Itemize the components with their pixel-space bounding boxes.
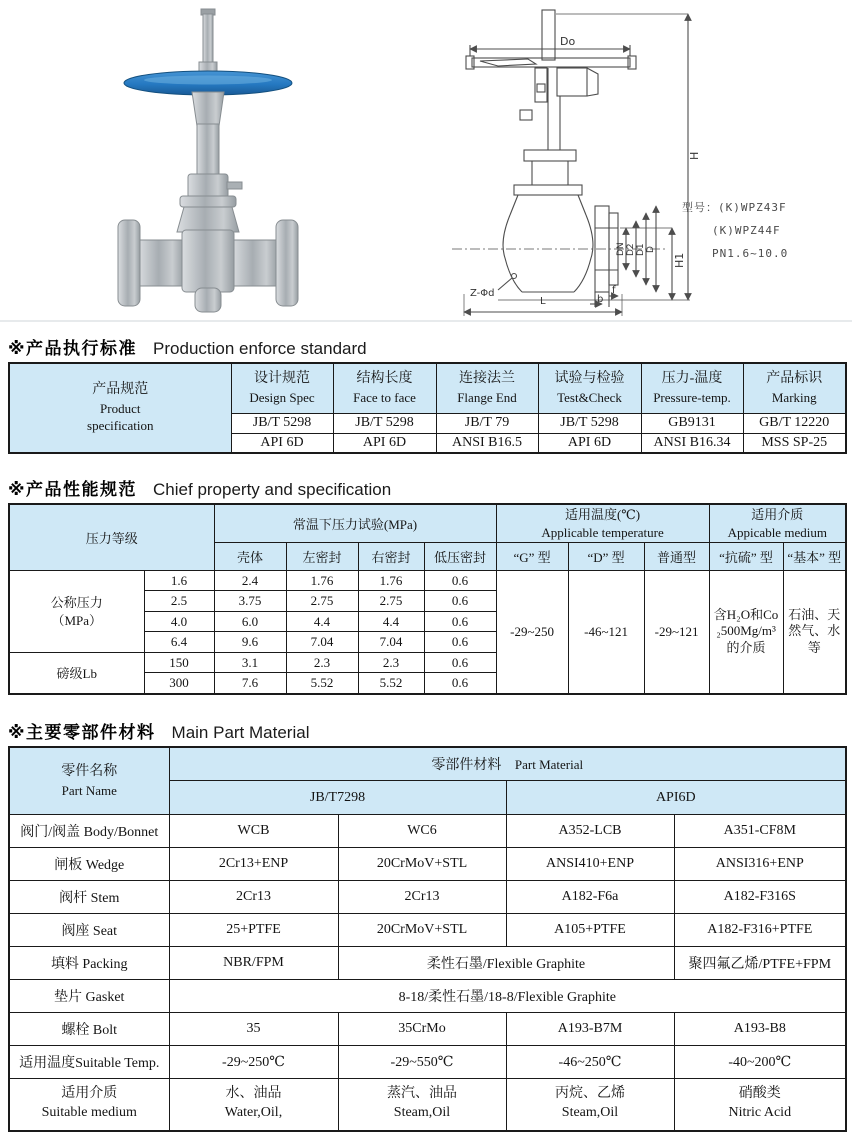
t1-cell: GB9131 [641, 413, 743, 433]
t3-row-label: 阀座 Seat [9, 914, 169, 947]
t2-subcol-header: 壳体 [214, 543, 286, 571]
t2-group1-l1: 公称压力 [50, 595, 103, 611]
t3-material-en: Part Material [514, 756, 584, 772]
t2-temp-header-en: Applicable temperature [541, 524, 664, 540]
t1-col2-en: Flange End [457, 389, 517, 405]
t3-cell-en: Water,Oil, [224, 1105, 283, 1121]
t1-col4-en: Pressure-temp. [653, 389, 731, 405]
t1-col-header [436, 363, 538, 413]
t1-col-header [538, 363, 641, 413]
t2-test-header: 常温下压力试验(MPa) [214, 504, 496, 543]
model-line-1: 型号：(K)WPZ43F [682, 201, 787, 214]
dim-label-b: b [597, 294, 604, 305]
section-heading-properties [8, 475, 852, 497]
t1-cell: API 6D [231, 433, 333, 453]
t3-cell: 聚四氟乙烯/PTFE+FPM [674, 947, 846, 980]
t2-group1-l2: （MPa） [51, 612, 103, 628]
t3-cell-en: Steam,Oil [393, 1105, 451, 1121]
t2-medium-value: 石油、天然气、水等 [783, 571, 846, 694]
t3-cell: ANSI410+ENP [506, 848, 674, 881]
t2-cell: 1.76 [286, 571, 358, 591]
t1-cell: JB/T 5298 [333, 413, 436, 433]
t2-cell: 300 [144, 673, 214, 694]
t2-cell: 150 [144, 653, 214, 673]
t2-cell: 6.4 [144, 632, 214, 653]
t3-cell-zh: 蒸汽、油品 [387, 1086, 457, 1102]
section-heading-standards [8, 334, 852, 356]
t3-cell: WCB [169, 815, 338, 848]
t2-group1-label [9, 571, 144, 653]
t2-subcol-header: “抗硫” 型 [709, 543, 783, 571]
valve-dimension-drawing [440, 2, 705, 320]
t2-cell: 2.5 [144, 591, 214, 612]
t2-cell: 4.4 [286, 612, 358, 632]
t2-subcol-header: 普通型 [644, 543, 709, 571]
dim-label-d1: D1 [636, 243, 646, 256]
t1-cell: GB/T 12220 [743, 413, 846, 433]
t1-row-header-zh: 产品规范 [92, 382, 149, 397]
t1-cell: ANSI B16.34 [641, 433, 743, 453]
t2-cell: 0.6 [424, 673, 496, 694]
t2-cell: 0.6 [424, 591, 496, 612]
t2-cell: 4.4 [358, 612, 424, 632]
dim-label-h1: H1 [673, 252, 686, 268]
t1-col3-zh: 试验与检验 [554, 371, 625, 387]
t2-cell: 5.52 [358, 673, 424, 694]
t1-cell: API 6D [333, 433, 436, 453]
t3-cell: -46~250℃ [506, 1046, 674, 1079]
t1-col0-en: Design Spec [249, 389, 315, 405]
t3-cell: 20CrMoV+STL [338, 848, 506, 881]
t3-cell: 35 [169, 1013, 338, 1046]
t2-subcol-header: “G” 型 [496, 543, 568, 571]
t3-cell: 柔性石墨/Flexible Graphite [338, 947, 674, 980]
t1-col5-zh: 产品标识 [766, 371, 823, 387]
section-heading-materials [8, 718, 852, 740]
valve-photo [98, 6, 318, 314]
t3-row-label: 螺栓 Bolt [9, 1013, 169, 1046]
t2-cell: 6.0 [214, 612, 286, 632]
t2-cell: 2.3 [286, 653, 358, 673]
t1-cell: API 6D [538, 433, 641, 453]
t3-row-label: 填料 Packing [9, 947, 169, 980]
t3-cell [674, 1079, 846, 1131]
t3-material-zh: 零部件材料 [431, 757, 502, 773]
t3-cell [506, 1079, 674, 1131]
t1-col4-zh: 压力-温度 [661, 371, 723, 387]
t1-cell: ANSI B16.5 [436, 433, 538, 453]
t2-temp-value: -29~121 [644, 571, 709, 694]
t3-cell: 25+PTFE [169, 914, 338, 947]
t1-col2-zh: 连接法兰 [459, 371, 515, 387]
section3-title-zh: ※主要零部件材料 [8, 722, 156, 742]
t3-std1-header: JB/T7298 [169, 781, 506, 815]
t2-cell: 2.75 [358, 591, 424, 612]
t2-subcol-header: 左密封 [286, 543, 358, 571]
t3-row-label-en: Suitable medium [41, 1105, 137, 1121]
t2-cell: 3.75 [214, 591, 286, 612]
t3-cell: 2Cr13 [338, 881, 506, 914]
section1-title-en: Production enforce standard [153, 339, 367, 358]
t2-cell: 2.4 [214, 571, 286, 591]
t1-cell: JB/T 5298 [538, 413, 641, 433]
t2-temp-header [496, 504, 709, 543]
t3-cell: 2Cr13 [169, 881, 338, 914]
t2-temp-value: -46~121 [568, 571, 644, 694]
t2-medium-header-en: Appicable medium [727, 524, 827, 540]
materials-table [8, 746, 847, 1132]
t2-cell: 0.6 [424, 632, 496, 653]
t1-col-header [743, 363, 846, 413]
t2-temp-value: -29~250 [496, 571, 568, 694]
t2-cell: 4.0 [144, 612, 214, 632]
t2-cell: 7.04 [286, 632, 358, 653]
t2-subcol-header: “D” 型 [568, 543, 644, 571]
t3-row-label: 闸板 Wedge [9, 848, 169, 881]
t2-medium-header [709, 504, 846, 543]
t2-cell: 5.52 [286, 673, 358, 694]
t3-row-label-zh: 适用介质 [61, 1086, 118, 1102]
t2-cell: 0.6 [424, 571, 496, 591]
t2-medium-header-zh: 适用介质 [751, 507, 804, 522]
t3-cell-zh: 水、油品 [225, 1086, 282, 1102]
t2-cell: 3.1 [214, 653, 286, 673]
t3-cell: 20CrMoV+STL [338, 914, 506, 947]
t3-std2-header: API6D [506, 781, 846, 815]
t2-cell: 7.04 [358, 632, 424, 653]
t3-cell-zh: 硝酸类 [738, 1086, 781, 1102]
valve-photo-body [118, 9, 298, 312]
t3-part-name-en: Part Name [61, 782, 117, 798]
model-line-3: PN1.6~10.0 [712, 247, 789, 261]
section2-title-en: Chief property and specification [153, 480, 392, 499]
t1-row-header-en2: specification [87, 418, 154, 434]
t2-pressure-class-header: 压力等级 [9, 504, 214, 571]
t3-cell: A193-B7M [506, 1013, 674, 1046]
t1-col0-zh: 设计规范 [254, 371, 310, 387]
t2-subcol-header: “基本” 型 [783, 543, 846, 571]
t1-col-header [641, 363, 743, 413]
t3-cell: A105+PTFE [506, 914, 674, 947]
t3-cell: NBR/FPM [169, 947, 338, 980]
t3-cell: 35CrMo [338, 1013, 506, 1046]
t3-cell: A351-CF8M [674, 815, 846, 848]
t3-cell-en: Steam,Oil [561, 1105, 619, 1121]
t3-row-label: 阀门/阀盖 Body/Bonnet [9, 815, 169, 848]
t1-col-header [231, 363, 333, 413]
dim-label-h: H [688, 151, 701, 160]
t2-cell: 7.6 [214, 673, 286, 694]
t1-cell: JB/T 79 [436, 413, 538, 433]
drawing-lines [452, 10, 690, 316]
t3-row-label: 垫片 Gasket [9, 980, 169, 1013]
t3-row-label [9, 1079, 169, 1131]
t2-cell: 1.6 [144, 571, 214, 591]
t2-cell: 1.76 [358, 571, 424, 591]
t1-col1-zh: 结构长度 [356, 371, 413, 387]
t1-col1-en: Face to face [353, 389, 416, 405]
t3-cell: A352-LCB [506, 815, 674, 848]
section3-title-en: Main Part Material [171, 722, 310, 742]
t3-cell: -29~550℃ [338, 1046, 506, 1079]
standards-table [8, 362, 847, 454]
section1-title-zh: ※产品执行标准 [8, 339, 138, 358]
t3-row-label: 阀杆 Stem [9, 881, 169, 914]
t2-subcol-header: 右密封 [358, 543, 424, 571]
t1-row-header-en1: Product [100, 400, 141, 416]
t2-medium-value: 含H₂O和Co₂500Mg/m³的介质 [709, 571, 783, 694]
t3-cell: 8-18/柔性石墨/18-8/Flexible Graphite [169, 980, 846, 1013]
t1-col5-en: Marking [771, 389, 817, 405]
dim-label-zd: Z-Φd [470, 288, 495, 299]
section2-title-zh: ※产品性能规范 [8, 480, 138, 499]
t2-cell: 2.3 [358, 653, 424, 673]
t3-cell [169, 1079, 338, 1131]
t1-cell: JB/T 5298 [231, 413, 333, 433]
dim-label-d: D [646, 246, 656, 253]
dim-label-f: f [612, 285, 616, 296]
t3-material-header [169, 747, 846, 781]
t3-cell: A182-F316+PTFE [674, 914, 846, 947]
t1-cell: MSS SP-25 [743, 433, 846, 453]
properties-table [8, 503, 847, 695]
t1-row-header [9, 363, 231, 453]
t1-col3-en: Test&Check [557, 389, 622, 405]
t3-cell: A193-B8 [674, 1013, 846, 1046]
t3-cell: WC6 [338, 815, 506, 848]
dim-label-do: Do [560, 35, 576, 48]
t2-cell: 9.6 [214, 632, 286, 653]
t3-cell-zh: 丙烷、乙烯 [555, 1086, 625, 1102]
t3-cell [338, 1079, 506, 1131]
drawing-dimension-labels [470, 35, 701, 307]
t2-cell: 0.6 [424, 612, 496, 632]
t1-col-header [333, 363, 436, 413]
top-image-area [0, 0, 852, 322]
dim-label-dn: DN [616, 242, 626, 256]
t3-cell-en: Nitric Acid [728, 1105, 792, 1121]
t3-cell: A182-F316S [674, 881, 846, 914]
model-line-2: (K)WPZ44F [712, 224, 781, 238]
t2-temp-header-zh: 适用温度(℃) [564, 507, 641, 522]
t3-row-label: 适用温度Suitable Temp. [9, 1046, 169, 1079]
t2-subcol-header: 低压密封 [424, 543, 496, 571]
t3-cell: -40~200℃ [674, 1046, 846, 1079]
dim-label-l: L [540, 296, 546, 307]
t2-group2-label: 磅级Lb [9, 653, 144, 694]
t2-cell: 0.6 [424, 653, 496, 673]
t3-part-name-zh: 零件名称 [61, 763, 118, 779]
t2-cell: 2.75 [286, 591, 358, 612]
t3-cell: -29~250℃ [169, 1046, 338, 1079]
t3-cell: 2Cr13+ENP [169, 848, 338, 881]
dim-label-d2: D2 [626, 243, 636, 256]
t3-cell: A182-F6a [506, 881, 674, 914]
t3-part-name-header [9, 747, 169, 815]
top-divider [0, 320, 852, 322]
t3-cell: ANSI316+ENP [674, 848, 846, 881]
model-info [682, 196, 788, 265]
